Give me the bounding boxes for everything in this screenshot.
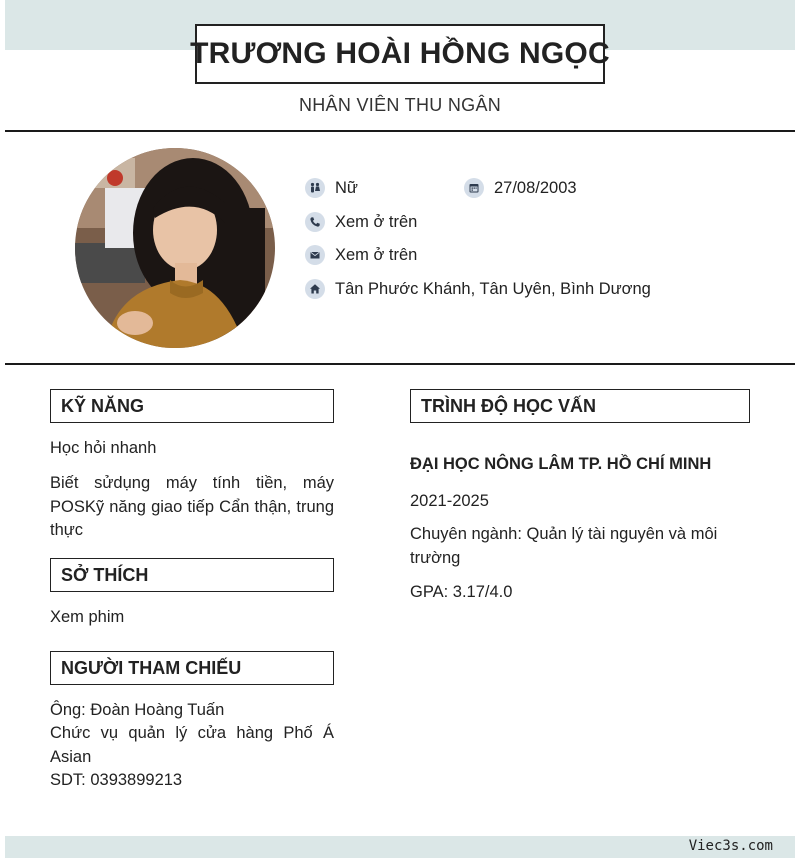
address-value: Tân Phước Khánh, Tân Uyên, Bình Dương xyxy=(335,279,651,298)
phone-value: Xem ở trên xyxy=(335,212,418,231)
education-heading: TRÌNH ĐỘ HỌC VẤN xyxy=(410,389,750,423)
candidate-name: TRƯƠNG HOÀI HỒNG NGỌC xyxy=(190,37,610,70)
dob-value: 27/08/2003 xyxy=(494,178,577,197)
job-title: NHÂN VIÊN THU NGÂN xyxy=(298,95,502,115)
info-phone xyxy=(305,212,417,232)
gender-value: Nữ xyxy=(335,178,358,197)
info-address xyxy=(305,279,651,299)
divider xyxy=(5,363,795,365)
home-icon xyxy=(305,279,325,299)
hobbies-heading: SỞ THÍCH xyxy=(50,558,334,592)
avatar xyxy=(75,148,275,348)
skill-item: Biết sửdụng máy tính tiền, máy POSKỹ năng giao tiếp Cẩn thận, trung thực xyxy=(50,474,334,539)
calendar-icon xyxy=(464,178,484,198)
education-major: Chuyên ngành: Quản lý tài nguyên và môi trường xyxy=(410,525,718,567)
info-email xyxy=(305,245,417,265)
phone-icon xyxy=(305,212,325,232)
reference-phone: SDT: 0393899213 xyxy=(50,771,183,789)
email-value: Xem ở trên xyxy=(335,245,418,264)
watermark: Viec3s.com xyxy=(688,838,773,854)
divider xyxy=(5,130,795,132)
education-years: 2021-2025 xyxy=(410,492,489,510)
envelope-icon xyxy=(305,245,325,265)
skills-heading: KỸ NĂNG xyxy=(50,389,334,423)
info-gender xyxy=(305,178,358,198)
name-box xyxy=(190,24,610,84)
reference-name: Ông: Đoàn Hoàng Tuấn xyxy=(50,701,225,719)
skill-item: Học hỏi nhanh xyxy=(50,439,157,457)
education-gpa: GPA: 3.17/4.0 xyxy=(410,583,513,601)
references-heading: NGƯỜI THAM CHIẾU xyxy=(50,651,334,685)
info-dob xyxy=(464,178,577,198)
footer-band xyxy=(5,836,795,858)
hobby-item: Xem phim xyxy=(50,608,125,626)
school-name: ĐẠI HỌC NÔNG LÂM TP. HỒ CHÍ MINH xyxy=(410,455,712,473)
gender-icon xyxy=(305,178,325,198)
reference-position: Chức vụ quản lý cửa hàng Phố Á Asian xyxy=(50,724,334,766)
